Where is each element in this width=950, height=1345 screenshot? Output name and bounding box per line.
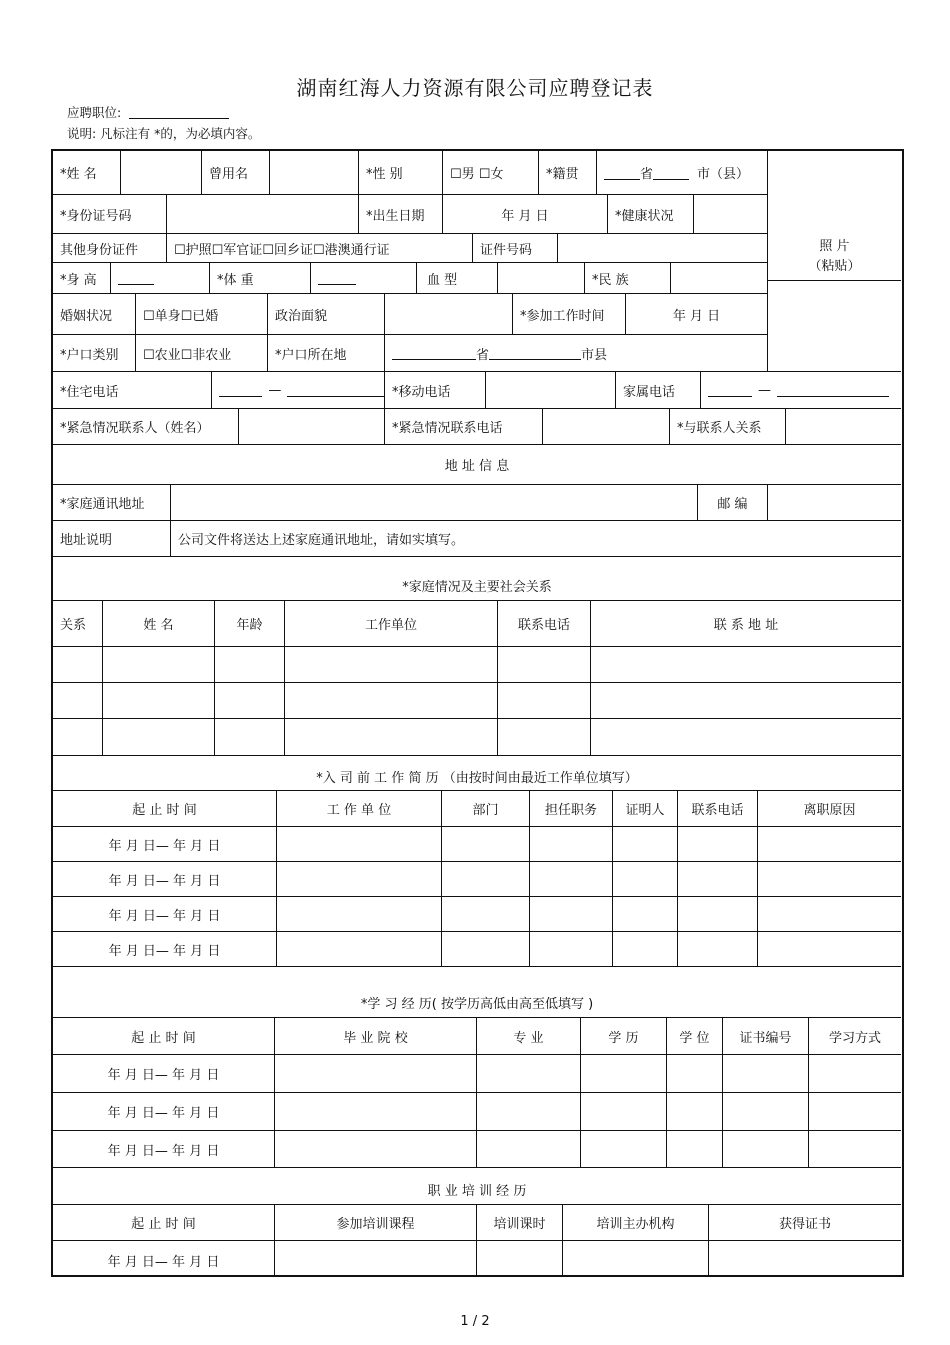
work-period-cell[interactable]: 年 月 日— 年 月 日: [53, 862, 277, 897]
edu-cell[interactable]: [723, 1093, 809, 1131]
work-header-phone: 联系电话: [678, 791, 758, 827]
home-phone-dash: —: [268, 382, 282, 398]
family-header-employer: 工作单位: [285, 601, 498, 647]
form-note: 说明: 凡标注有 *的，为必填内容。: [67, 126, 261, 141]
address-note-label: 地址说明: [53, 521, 171, 557]
hukou-province-text: 省: [476, 347, 490, 363]
position-row: [67, 103, 229, 121]
home-address-input[interactable]: [171, 485, 698, 521]
edu-cell[interactable]: [667, 1093, 723, 1131]
work-cell[interactable]: [442, 827, 530, 862]
family-cell[interactable]: [285, 647, 498, 683]
edu-cell[interactable]: [809, 1093, 901, 1131]
work-cell[interactable]: [442, 932, 530, 967]
gender-options[interactable]: ☐男 ☐女: [443, 151, 539, 195]
edu-period-cell[interactable]: 年 月 日— 年 月 日: [53, 1131, 275, 1168]
family-cell[interactable]: [591, 719, 901, 756]
relation-input[interactable]: [786, 409, 901, 445]
name-label: *姓 名: [53, 151, 121, 195]
city-blank[interactable]: [653, 166, 689, 180]
work-cell[interactable]: [277, 862, 442, 897]
work-cell[interactable]: [277, 932, 442, 967]
family-cell[interactable]: [591, 683, 901, 719]
family-header-address: 联 系 地 址: [591, 601, 901, 647]
hukou-city-text: 市县: [581, 347, 608, 363]
edu-header-degree-level: 学 历: [581, 1018, 667, 1055]
work-period-cell[interactable]: 年 月 日— 年 月 日: [53, 897, 277, 932]
work-cell[interactable]: [442, 897, 530, 932]
position-label: 应聘职位:: [67, 105, 122, 120]
political-input[interactable]: [385, 294, 513, 335]
work-cell[interactable]: [530, 897, 613, 932]
position-input[interactable]: [129, 106, 229, 119]
form-title: 湖南红海人力资源有限公司应聘登记表: [296, 76, 654, 100]
city-county-text: 市（县）: [697, 167, 750, 182]
work-period-cell[interactable]: 年 月 日— 年 月 日: [53, 932, 277, 967]
mobile-label: *移动电话: [385, 372, 486, 409]
family-cell[interactable]: [498, 683, 591, 719]
province-blank[interactable]: [604, 166, 640, 180]
name-input[interactable]: [121, 151, 202, 195]
family-cell[interactable]: [53, 647, 103, 683]
family-header-age: 年龄: [215, 601, 285, 647]
family-cell[interactable]: [53, 719, 103, 756]
birth-date-label: *出生日期: [359, 195, 443, 234]
work-cell[interactable]: [678, 897, 758, 932]
work-header-period: 起 止 时 间: [53, 791, 277, 827]
work-cell[interactable]: [678, 862, 758, 897]
work-cell[interactable]: [442, 862, 530, 897]
edu-cell[interactable]: [581, 1131, 667, 1168]
training-header-organizer: 培训主办机构: [563, 1205, 709, 1241]
gender-label: *性 别: [359, 151, 443, 195]
id-number-label: *身份证号码: [53, 195, 167, 234]
training-cell[interactable]: [477, 1241, 563, 1277]
home-address-label: *家庭通讯地址: [53, 485, 171, 521]
work-cell[interactable]: [613, 897, 678, 932]
work-cell[interactable]: [530, 862, 613, 897]
work-cell[interactable]: [758, 932, 901, 967]
ethnicity-label: *民 族: [585, 263, 671, 294]
edu-cell[interactable]: [275, 1131, 477, 1168]
edu-header-study-mode: 学习方式: [809, 1018, 901, 1055]
training-cell[interactable]: [709, 1241, 901, 1277]
id-number-input[interactable]: [167, 195, 359, 234]
edu-header-major: 专 业: [477, 1018, 581, 1055]
emergency-phone-label: *紧急情况联系电话: [385, 409, 543, 445]
work-cell[interactable]: [678, 827, 758, 862]
other-id-options[interactable]: ☐护照☐军官证☐回乡证☐港澳通行证: [167, 234, 473, 263]
postcode-input[interactable]: [768, 485, 901, 521]
family-cell[interactable]: [103, 647, 215, 683]
work-header-employer: 工 作 单 位: [277, 791, 442, 827]
emergency-contact-input[interactable]: [239, 409, 385, 445]
address-section-header: 地 址 信 息: [53, 445, 901, 485]
address-note-text: 公司文件将送达上述家庭通讯地址，请如实填写。: [171, 521, 901, 557]
family-header-name: 姓 名: [103, 601, 215, 647]
home-phone-input[interactable]: [212, 372, 385, 409]
hukou-province-blank[interactable]: [392, 346, 476, 360]
relation-label: *与联系人关系: [670, 409, 786, 445]
training-cell[interactable]: [563, 1241, 709, 1277]
training-section-header: 职 业 培 训 经 历: [53, 1168, 901, 1205]
family-cell[interactable]: [591, 647, 901, 683]
emergency-contact-label: *紧急情况联系人（姓名）: [53, 409, 239, 445]
edu-cell[interactable]: [477, 1093, 581, 1131]
other-id-label: 其他身份证件: [53, 234, 167, 263]
family-cell[interactable]: [285, 719, 498, 756]
family-phone-label: 家属电话: [616, 372, 701, 409]
blood-type-input[interactable]: [498, 263, 585, 294]
health-input[interactable]: [694, 195, 768, 234]
photo-box-bottom: [768, 365, 901, 372]
family-cell[interactable]: [53, 683, 103, 719]
work-cell[interactable]: [530, 932, 613, 967]
work-cell[interactable]: [277, 827, 442, 862]
work-period-cell[interactable]: 年 月 日— 年 月 日: [53, 827, 277, 862]
edu-period-cell[interactable]: 年 月 日— 年 月 日: [53, 1055, 275, 1093]
weight-label: *体 重: [210, 263, 311, 294]
cert-number-input[interactable]: [558, 234, 768, 263]
home-phone-label: *住宅电话: [53, 372, 212, 409]
weight-input[interactable]: [311, 263, 417, 294]
training-header-course: 参加培训课程: [275, 1205, 477, 1241]
hukou-city-blank[interactable]: [489, 346, 581, 360]
native-place-label: *籍贯: [539, 151, 597, 195]
cert-number-label: 证件号码: [473, 234, 558, 263]
edu-cell[interactable]: [477, 1055, 581, 1093]
training-header-certificate: 获得证书: [709, 1205, 901, 1241]
family-cell[interactable]: [103, 683, 215, 719]
edu-header-degree: 学 位: [667, 1018, 723, 1055]
marital-options[interactable]: ☐单身☐已婚: [136, 294, 268, 335]
edu-period-cell[interactable]: 年 月 日— 年 月 日: [53, 1093, 275, 1131]
family-cell[interactable]: [215, 719, 285, 756]
edu-cell[interactable]: [477, 1131, 581, 1168]
ethnicity-input[interactable]: [671, 263, 768, 294]
work-start-input[interactable]: 年 月 日: [626, 294, 768, 335]
emergency-phone-input[interactable]: [543, 409, 670, 445]
photo-note: （粘贴）: [808, 259, 861, 275]
work-header-leave-reason: 离职原因: [758, 791, 901, 827]
hukou-location-input[interactable]: [385, 335, 768, 372]
training-header-period: 起 止 时 间: [53, 1205, 275, 1241]
edu-cell[interactable]: [809, 1055, 901, 1093]
edu-cell[interactable]: [581, 1055, 667, 1093]
work-cell[interactable]: [613, 827, 678, 862]
family-phone-dash: —: [758, 382, 771, 398]
work-cell[interactable]: [613, 932, 678, 967]
former-name-label: 曾用名: [202, 151, 270, 195]
photo-label: 照 片: [819, 239, 850, 254]
work-cell[interactable]: [678, 932, 758, 967]
postcode-label: 邮 编: [698, 485, 768, 521]
mobile-input[interactable]: [486, 372, 616, 409]
edu-cell[interactable]: [723, 1131, 809, 1168]
family-cell[interactable]: [215, 683, 285, 719]
work-start-label: *参加工作时间: [513, 294, 626, 335]
work-header-position: 担任职务: [530, 791, 613, 827]
family-cell[interactable]: [215, 647, 285, 683]
province-text: 省: [640, 167, 654, 182]
family-section-header: *家庭情况及主要社会关系: [53, 557, 901, 601]
native-place-input[interactable]: [597, 151, 768, 195]
blood-type-label: 血 型: [417, 263, 498, 294]
work-cell[interactable]: [758, 827, 901, 862]
training-header-hours: 培训课时: [477, 1205, 563, 1241]
edu-cell[interactable]: [667, 1055, 723, 1093]
family-phone-input[interactable]: [701, 372, 901, 409]
family-cell[interactable]: [498, 719, 591, 756]
health-label: *健康状况: [608, 195, 694, 234]
edu-header-school: 毕 业 院 校: [275, 1018, 477, 1055]
former-name-input[interactable]: [270, 151, 359, 195]
work-cell[interactable]: [613, 862, 678, 897]
work-header-referee: 证明人: [613, 791, 678, 827]
photo-box[interactable]: [768, 151, 901, 365]
family-cell[interactable]: [285, 683, 498, 719]
height-label: *身 高: [53, 263, 111, 294]
registration-form-table: [51, 149, 904, 1277]
family-header-phone: 联系电话: [498, 601, 591, 647]
page-number: 1 / 2: [460, 1314, 490, 1329]
edu-cell[interactable]: [723, 1055, 809, 1093]
political-label: 政治面貌: [268, 294, 385, 335]
work-cell[interactable]: [530, 827, 613, 862]
work-header-department: 部门: [442, 791, 530, 827]
birth-date-input[interactable]: 年 月 日: [443, 195, 608, 234]
edu-cell[interactable]: [275, 1055, 477, 1093]
family-cell[interactable]: [498, 647, 591, 683]
edu-cell[interactable]: [275, 1093, 477, 1131]
family-header-relation: 关系: [53, 601, 103, 647]
work-cell[interactable]: [277, 897, 442, 932]
edu-header-certificate-no: 证书编号: [723, 1018, 809, 1055]
edu-cell[interactable]: [809, 1131, 901, 1168]
edu-cell[interactable]: [581, 1093, 667, 1131]
hukou-location-label: *户口所在地: [268, 335, 385, 372]
training-cell[interactable]: [275, 1241, 477, 1277]
marital-label: 婚姻状况: [53, 294, 136, 335]
work-cell[interactable]: [758, 897, 901, 932]
training-period-cell[interactable]: 年 月 日— 年 月 日: [53, 1241, 275, 1277]
hukou-type-options[interactable]: ☐农业☐非农业: [136, 335, 268, 372]
height-input[interactable]: [111, 263, 210, 294]
education-section-header: *学 习 经 历( 按学历高低由高至低填写 ): [53, 967, 901, 1018]
work-section-header: *入 司 前 工 作 简 历 （由按时间由最近工作单位填写）: [53, 756, 901, 791]
edu-header-period: 起 止 时 间: [53, 1018, 275, 1055]
work-cell[interactable]: [758, 862, 901, 897]
hukou-type-label: *户口类别: [53, 335, 136, 372]
edu-cell[interactable]: [667, 1131, 723, 1168]
family-cell[interactable]: [103, 719, 215, 756]
